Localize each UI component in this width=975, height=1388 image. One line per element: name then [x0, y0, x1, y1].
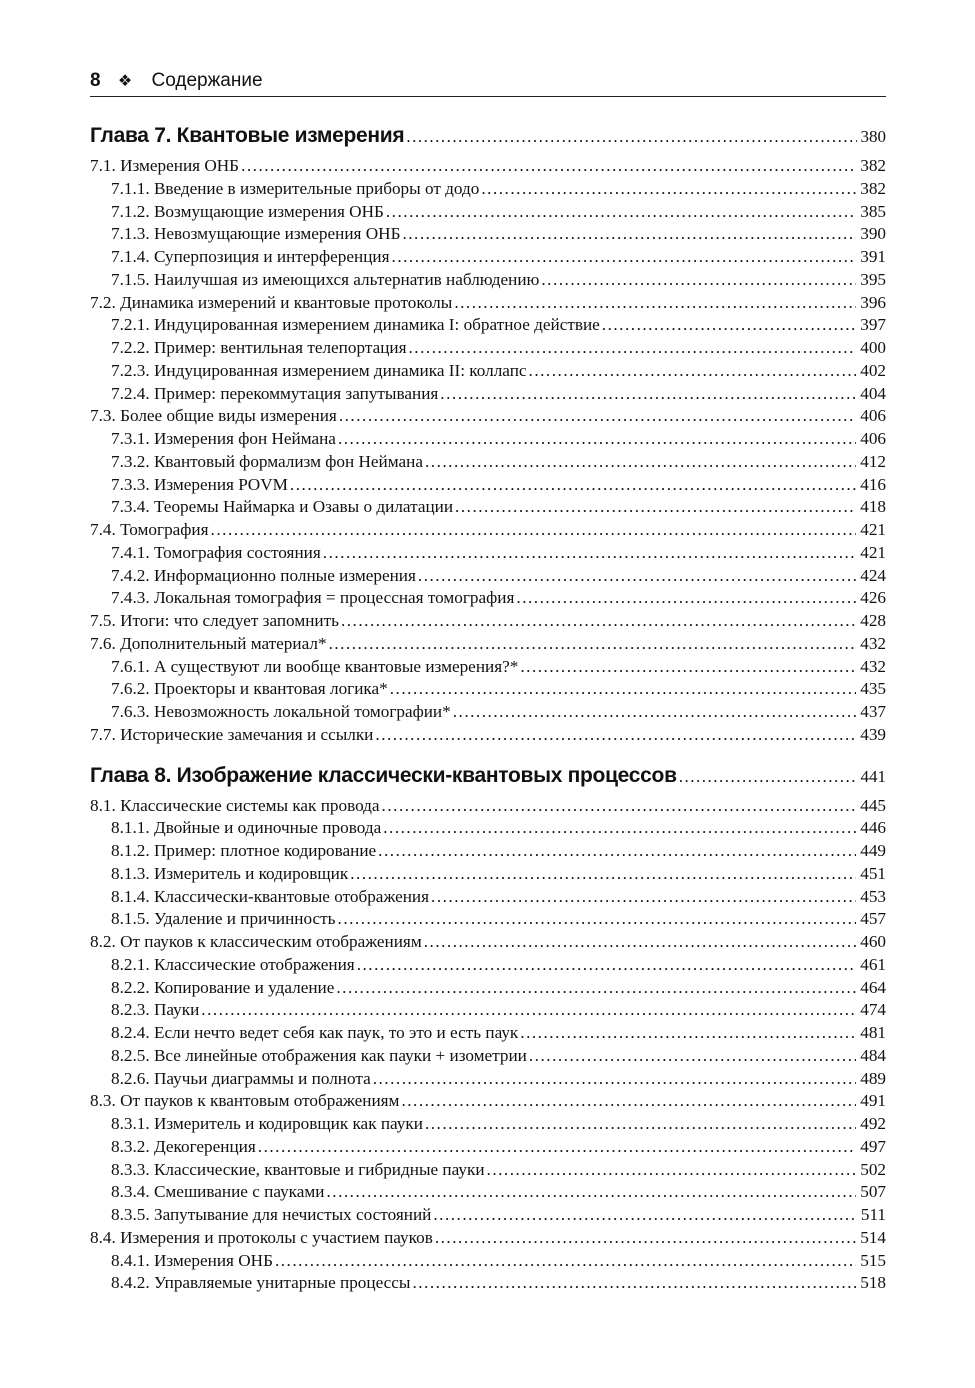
toc-subsection[interactable]	[90, 1045, 886, 1068]
dot-leader	[390, 678, 856, 701]
entry-title: 8.2.4. Если нечто ведет себя как паук, то это и есть паук	[111, 1023, 519, 1042]
toc-subsection[interactable]	[90, 451, 886, 474]
toc-subsection[interactable]	[90, 1159, 886, 1182]
dot-leader	[602, 314, 856, 337]
toc-subsection[interactable]	[90, 886, 886, 909]
dot-leader	[520, 1022, 856, 1045]
entry-page: 421	[860, 520, 886, 539]
table-of-contents	[90, 124, 886, 1295]
entry-title: 8.2.1. Классические отображения	[111, 954, 355, 974]
entry-page: 406	[860, 406, 886, 426]
entry-page: 428	[860, 611, 886, 630]
toc-subsection[interactable]	[90, 977, 886, 1000]
entry-page: 515	[860, 1250, 886, 1270]
dot-leader	[481, 178, 856, 201]
entry-page: 382	[860, 178, 886, 198]
entry-title: 7.3.2. Квантовый формализм фон Неймана	[111, 451, 423, 471]
toc-subsection[interactable]	[90, 542, 886, 565]
entry-page: 445	[860, 795, 886, 815]
dot-leader	[375, 724, 856, 747]
entry-page: 416	[860, 474, 886, 494]
entry-title: 8.2.5. Все линейные отображения как пауки + изометрии	[111, 1045, 527, 1065]
entry-page: 489	[860, 1068, 886, 1088]
entry-title: 8.3.2. Декогеренция	[111, 1136, 256, 1156]
entry-title: 7.4.2. Информационно полные измерения	[111, 565, 416, 585]
entry-title: 8.3. От пауков к квантовым отображениям	[90, 1091, 400, 1111]
entry-page: 390	[860, 224, 886, 244]
dot-leader	[378, 840, 856, 863]
entry-title: 8.4.1. Измерения ОНБ	[111, 1250, 273, 1270]
entry-page: 397	[860, 315, 886, 335]
entry-title: 7.1.3. Невозмущающие измерения ОНБ	[111, 224, 401, 244]
dot-leader	[409, 337, 857, 360]
dot-leader	[406, 127, 856, 147]
dot-leader	[339, 405, 856, 428]
dot-leader	[383, 817, 856, 840]
entry-page: 474	[860, 1000, 886, 1020]
dot-leader	[338, 908, 857, 931]
entry-title: 8.1.3. Измеритель и кодировщик	[111, 863, 349, 883]
entry-title: 7.2.4. Пример: перекоммутация запутывания	[111, 383, 439, 403]
running-title: Содержание	[151, 70, 263, 91]
entry-title: 8.2.3. Пауки	[111, 1000, 200, 1020]
entry-title: 7.1. Измерения ОНБ	[90, 156, 240, 175]
toc-subsection[interactable]	[90, 428, 886, 451]
entry-page: 484	[860, 1045, 886, 1065]
dot-leader	[516, 587, 856, 610]
entry-title: 8.3.1. Измеритель и кодировщик как пауки	[111, 1114, 423, 1133]
entry-title: 8.1.5. Удаление и причинность	[111, 909, 336, 929]
entry-page: 396	[860, 292, 886, 312]
dot-leader	[425, 451, 856, 474]
ornament-icon: ❖	[117, 73, 133, 90]
toc-section[interactable]	[90, 1090, 886, 1113]
entry-page: 432	[860, 656, 886, 676]
entry-page: 382	[860, 156, 886, 175]
chapter-heading[interactable]	[90, 124, 886, 155]
entry-title: 7.3.3. Измерения POVM	[111, 474, 288, 494]
toc-subsection[interactable]	[90, 178, 886, 201]
entry-page: 492	[860, 1114, 886, 1133]
dot-leader	[453, 701, 856, 724]
page-number: 8	[90, 70, 101, 91]
entry-page: 518	[860, 1273, 886, 1293]
entry-title: 7.1.4. Суперпозиция и интерференция	[111, 247, 390, 266]
dot-leader	[241, 155, 856, 178]
entry-title: 8.3.4. Смешивание с пауками	[111, 1182, 325, 1202]
dot-leader	[386, 201, 856, 224]
dot-leader	[440, 383, 856, 406]
dot-leader	[425, 1113, 856, 1136]
dot-leader	[431, 886, 856, 909]
entry-page: 511	[860, 1205, 886, 1224]
running-header	[90, 66, 886, 97]
entry-title: 7.4.3. Локальная томография = процессная томография	[111, 588, 515, 608]
entry-page: 435	[860, 679, 886, 699]
dot-leader	[341, 610, 856, 633]
entry-title: 7.6.1. А существуют ли вообще квантовые измерения?*	[111, 656, 519, 676]
entry-page: 451	[860, 863, 886, 883]
entry-title: 7.3. Более общие виды измерения	[90, 406, 337, 426]
entry-title: 7.2. Динамика измерений и квантовые протоколы	[90, 292, 453, 312]
dot-leader	[418, 565, 856, 588]
toc-subsection[interactable]	[90, 701, 886, 724]
dot-leader	[454, 292, 856, 315]
entry-page: 457	[860, 909, 886, 929]
toc-subsection[interactable]	[90, 201, 886, 224]
entry-page: 514	[860, 1227, 886, 1247]
dot-leader	[290, 474, 856, 497]
entry-title: 7.6. Дополнительный материал*	[90, 633, 327, 653]
entry-page: 437	[860, 702, 886, 721]
dot-leader	[326, 1181, 856, 1204]
dot-leader	[402, 223, 856, 246]
toc-subsection[interactable]	[90, 1022, 886, 1045]
toc-subsection[interactable]	[90, 999, 886, 1022]
toc-subsection[interactable]	[90, 1204, 886, 1227]
dot-leader	[350, 863, 856, 886]
dot-leader	[323, 542, 856, 565]
dot-leader	[401, 1090, 856, 1113]
entry-title: 8.3.5. Запутывание для нечистых состояний	[111, 1205, 432, 1224]
entry-title: 8.1. Классические системы как провода	[90, 795, 380, 815]
toc-subsection[interactable]	[90, 1068, 886, 1091]
entry-page: 391	[860, 247, 886, 266]
dot-leader	[424, 931, 857, 954]
toc-subsection[interactable]	[90, 565, 886, 588]
dot-leader	[373, 1068, 857, 1091]
toc-section[interactable]	[90, 931, 886, 954]
entry-title: 8.2.2. Копирование и удаление	[111, 977, 335, 997]
chapter-page: 441	[860, 766, 886, 786]
toc-section[interactable]	[90, 610, 886, 633]
entry-title: 7.6.2. Проекторы и квантовая логика*	[111, 679, 388, 699]
toc-subsection[interactable]	[90, 337, 886, 360]
dot-leader	[412, 1272, 856, 1295]
toc-subsection[interactable]	[90, 269, 886, 292]
toc-section[interactable]	[90, 519, 886, 542]
entry-page: 421	[860, 542, 886, 562]
entry-page: 402	[860, 360, 886, 380]
dot-leader	[258, 1136, 856, 1159]
entry-page: 497	[860, 1136, 886, 1156]
toc-subsection[interactable]	[90, 1181, 886, 1204]
entry-title: 8.1.1. Двойные и одиночные провода	[111, 818, 382, 838]
entry-page: 418	[860, 497, 886, 517]
dot-leader	[529, 360, 857, 383]
toc-subsection[interactable]	[90, 246, 886, 269]
entry-title: 7.7. Исторические замечания и ссылки	[90, 724, 374, 744]
chapter-title: Глава 8. Изображение классически-квантовых процессов	[90, 763, 677, 787]
entry-title: 7.3.1. Измерения фон Неймана	[111, 429, 336, 448]
toc-subsection[interactable]	[90, 587, 886, 610]
dot-leader	[679, 767, 857, 787]
toc-section[interactable]	[90, 155, 886, 178]
entry-title: 7.4.1. Томография состояния	[111, 542, 321, 562]
dot-leader	[336, 977, 856, 1000]
chapter-heading[interactable]	[90, 764, 886, 795]
dot-leader	[275, 1250, 856, 1273]
entry-page: 395	[860, 269, 886, 289]
toc-section[interactable]	[90, 795, 886, 818]
entry-title: 7.2.1. Индуцированная измерением динамика I: обратное действие	[111, 315, 600, 335]
entry-page: 502	[860, 1159, 886, 1179]
entry-title: 7.1.2. Возмущающие измерения ОНБ	[111, 201, 384, 221]
entry-page: 432	[860, 633, 886, 653]
entry-page: 412	[860, 451, 886, 471]
toc-subsection[interactable]	[90, 908, 886, 931]
entry-title: 8.2. От пауков к классическим отображениям	[90, 932, 422, 951]
toc-subsection[interactable]	[90, 1113, 886, 1136]
chapter-page: 380	[860, 127, 886, 146]
dot-leader	[211, 519, 857, 542]
dot-leader	[541, 269, 856, 292]
entry-title: 8.4. Измерения и протоколы с участием пауков	[90, 1227, 433, 1247]
toc-subsection[interactable]	[90, 496, 886, 519]
entry-title: 7.5. Итоги: что следует запомнить	[90, 611, 339, 630]
entry-title: 8.2.6. Паучьи диаграммы и полнота	[111, 1068, 371, 1088]
entry-page: 491	[860, 1091, 886, 1111]
toc-subsection[interactable]	[90, 360, 886, 383]
entry-title: 8.3.3. Классические, квантовые и гибридные пауки	[111, 1159, 485, 1179]
entry-page: 453	[860, 886, 886, 906]
entry-title: 7.4. Томография	[90, 520, 209, 539]
entry-page: 507	[860, 1182, 886, 1202]
dot-leader	[435, 1227, 856, 1250]
dot-leader	[520, 656, 856, 679]
chapter-title: Глава 7. Квантовые измерения	[90, 124, 405, 147]
entry-title: 8.1.2. Пример: плотное кодирование	[111, 841, 377, 860]
toc-section[interactable]	[90, 292, 886, 315]
entry-title: 7.2.2. Пример: вентильная телепортация	[111, 338, 407, 357]
entry-title: 7.1.5. Наилучшая из имеющихся альтернатив наблюдению	[111, 269, 540, 289]
dot-leader	[357, 954, 857, 977]
dot-leader	[338, 428, 856, 451]
entry-title: 7.3.4. Теоремы Наймарка и Озавы о дилатации	[111, 497, 454, 517]
entry-page: 481	[860, 1023, 886, 1042]
dot-leader	[487, 1159, 857, 1182]
dot-leader	[433, 1204, 857, 1227]
toc-subsection[interactable]	[90, 314, 886, 337]
toc-subsection[interactable]	[90, 817, 886, 840]
toc-section[interactable]	[90, 1227, 886, 1250]
entry-title: 8.1.4. Классически-квантовые отображения	[111, 886, 430, 906]
toc-subsection[interactable]	[90, 474, 886, 497]
toc-subsection[interactable]	[90, 223, 886, 246]
entry-page: 460	[860, 932, 886, 951]
toc-section[interactable]	[90, 633, 886, 656]
entry-page: 406	[860, 429, 886, 448]
entry-page: 449	[860, 841, 886, 860]
toc-subsection[interactable]	[90, 1250, 886, 1273]
entry-title: 8.4.2. Управляемые унитарные процессы	[111, 1273, 411, 1293]
entry-page: 426	[860, 588, 886, 608]
toc-subsection[interactable]	[90, 1136, 886, 1159]
entry-page: 446	[860, 818, 886, 838]
entry-page: 385	[860, 201, 886, 221]
dot-leader	[382, 795, 857, 818]
toc-subsection[interactable]	[90, 954, 886, 977]
toc-subsection[interactable]	[90, 678, 886, 701]
toc-section[interactable]	[90, 724, 886, 747]
entry-title: 7.6.3. Невозможность локальной томографии*	[111, 702, 451, 721]
toc-section[interactable]	[90, 405, 886, 428]
entry-page: 461	[860, 954, 886, 974]
toc-subsection[interactable]	[90, 656, 886, 679]
entry-title: 7.1.1. Введение в измерительные приборы от додо	[111, 178, 480, 198]
entry-page: 464	[860, 977, 886, 997]
entry-page: 404	[860, 383, 886, 403]
dot-leader	[392, 246, 857, 269]
toc-subsection[interactable]	[90, 383, 886, 406]
dot-leader	[329, 633, 857, 656]
entry-page: 439	[860, 724, 886, 744]
toc-subsection[interactable]	[90, 840, 886, 863]
entry-page: 400	[860, 338, 886, 357]
entry-title: 7.2.3. Индуцированная измерением динамика II: коллапс	[111, 360, 527, 380]
dot-leader	[201, 999, 856, 1022]
toc-subsection[interactable]	[90, 863, 886, 886]
dot-leader	[455, 496, 856, 519]
entry-page: 424	[860, 565, 886, 585]
toc-subsection[interactable]	[90, 1272, 886, 1295]
dot-leader	[529, 1045, 856, 1068]
